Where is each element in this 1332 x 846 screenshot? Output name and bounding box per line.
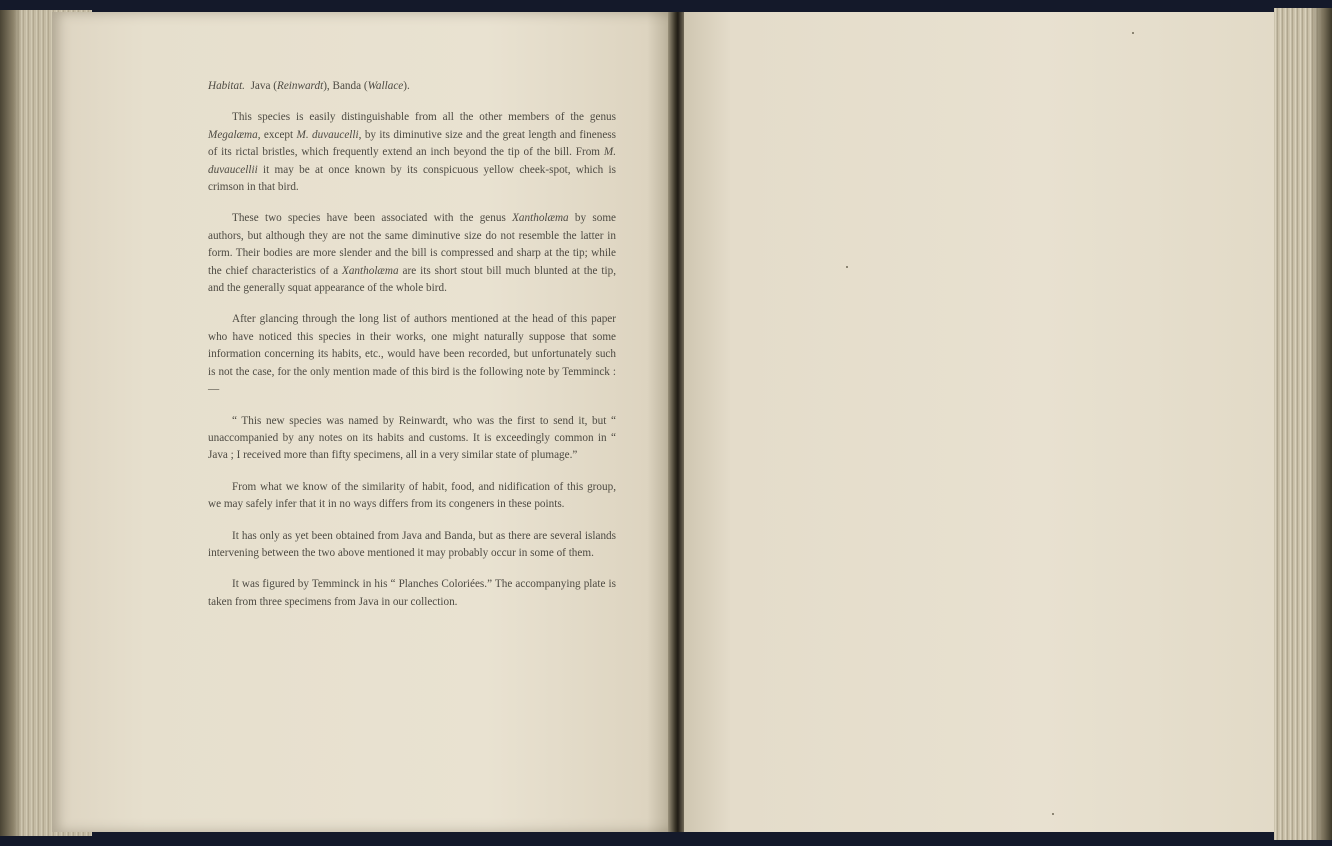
genus-name: Xantholæma — [342, 264, 399, 277]
paper-speck — [846, 266, 848, 268]
right-edge-shadow — [1310, 8, 1332, 840]
left-page-text — [208, 78, 616, 625]
paragraph-2 — [208, 210, 616, 297]
temminck-quote: “ This new species was named by Reinwardt, who was the first to send it, but “ unaccompanied by any notes on its habits and customs. It is exceedingly common in “ Java ; I received more than fifty specimens, all in a very similar state of plumage.” — [208, 414, 616, 462]
habitat-label: Habitat. — [208, 80, 245, 92]
genus-name: Xantholæma — [512, 212, 569, 225]
paragraph-text: it may be at once known by its conspicuous yellow cheek-spot, which is crimson in that bird. — [208, 163, 616, 194]
paragraph-text: This species is easily distinguishable from all the other members of the genus — [232, 111, 616, 124]
species-name: M. duvaucellii — [208, 146, 616, 176]
right-page — [684, 12, 1276, 832]
paragraph-5: It has only as yet been obtained from Java and Banda, but as there are several islands intervening between the two above mentioned it may probably occur in some of them. — [208, 529, 616, 559]
paragraph-text: by some authors, but although they are not the same diminutive size do not resemble the latter in form. Their bodies are more slender and the bill is compressed and sharp at the tip; while the chief characteristics of a — [208, 212, 616, 277]
paragraph-1 — [208, 109, 616, 196]
paragraph-text: , by its diminutive size and the great length and fineness of its rictal bristles, which frequently extend an inch beyond the tip of the bill. From — [208, 128, 616, 159]
habitat-line — [208, 78, 616, 95]
habitat-source: Reinwardt — [276, 80, 324, 92]
habitat-text: Java ( — [250, 80, 277, 92]
habitat-text: ), Banda ( — [323, 80, 368, 92]
habitat-source: Wallace — [367, 80, 404, 92]
habitat-text: ). — [403, 80, 410, 92]
paragraph-3: After glancing through the long list of authors mentioned at the head of this paper who have noticed this species in their works, one might naturally suppose that some information concerning its habits, etc., would have been recorded, but unfortunately such is not the case, for the only mention made of this bird is the following note by Temminck :— — [208, 313, 616, 396]
paragraph-6: It was figured by Temminck in his “ Planches Coloriées.” The accompanying plate is taken from three specimens from Java in our collection. — [208, 578, 616, 608]
paper-speck — [1132, 32, 1134, 34]
paragraph-4: From what we know of the similarity of habit, food, and nidification of this group, we may safely infer that it in no ways differs from its congeners in these points. — [208, 480, 616, 511]
paper-speck — [1052, 813, 1054, 815]
species-name: M. duvaucelli — [296, 128, 359, 141]
paragraph-text: These two species have been associated with the genus — [232, 212, 513, 225]
genus-name: Megalæma — [208, 128, 258, 141]
paragraph-text: , except — [257, 128, 297, 141]
paragraph-text: are its short stout bill much blunted at the tip, and the generally squat appearance of the whole bird. — [208, 264, 616, 295]
left-edge-shadow — [0, 10, 22, 836]
